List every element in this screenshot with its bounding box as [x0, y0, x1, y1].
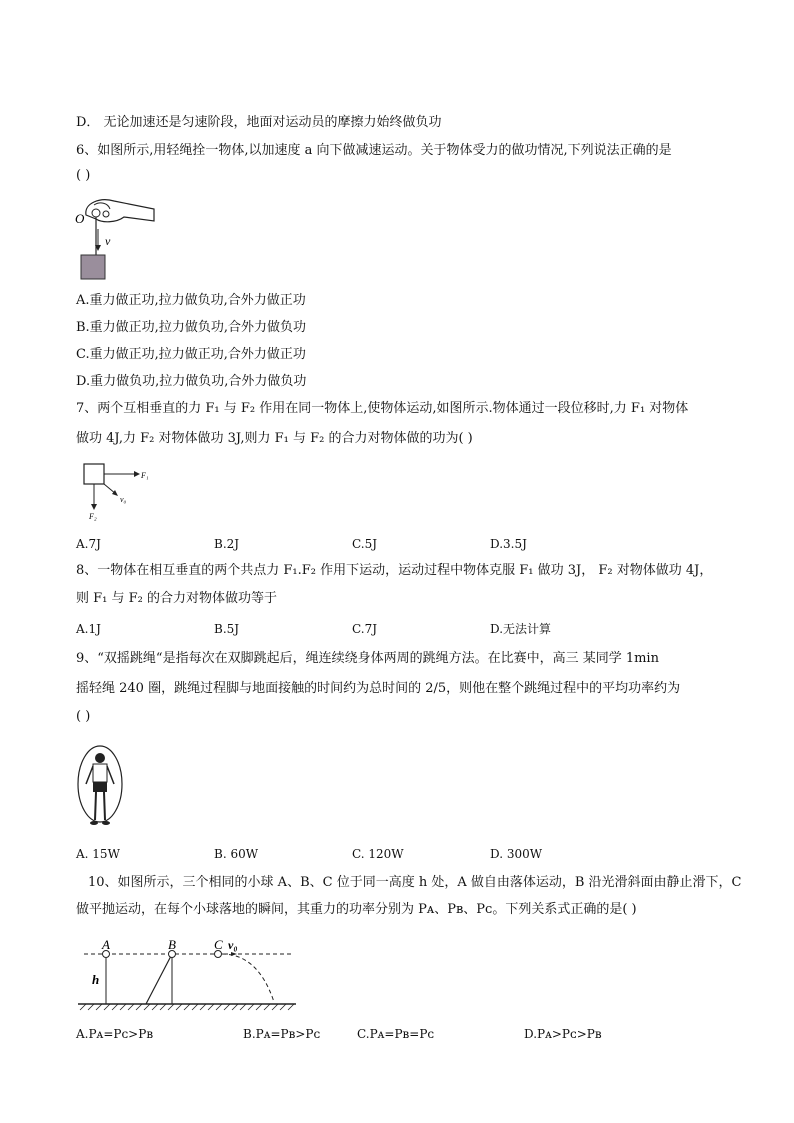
jumper-head: [95, 753, 105, 763]
q9-answer-blank: ( ): [76, 709, 91, 724]
q6-figure: [72, 193, 162, 283]
q6-stem: 6、如图所示,用轻绳拴一物体,以加速度 a 向下做减速运动。关于物体受力的做功情况,下列说法正确的是: [76, 143, 672, 158]
f2-label: F₂: [89, 512, 97, 521]
ground-hatching: [80, 1004, 294, 1010]
point-o-label: O: [75, 211, 85, 226]
q7-stem-line2: 做功 4J,力 F₂ 对物体做功 3J,则力 F₁ 与 F₂ 的合力对物体做的功为( ): [76, 431, 473, 446]
q7-stem-line1: 7、两个互相垂直的力 F₁ 与 F₂ 作用在同一物体上,使物体运动,如图所示.物体通过一段位移时,力 F₁ 对物体: [76, 401, 689, 416]
incline-slope: [146, 954, 172, 1004]
q9-jump-rope-figure: [74, 742, 126, 834]
projectile-path: [222, 954, 274, 1002]
q10-option-b: B.Pᴀ=Pʙ>Pᴄ: [243, 1027, 321, 1041]
ball-a-label: A: [102, 937, 110, 952]
q10-stem-line1: 10、如图所示，三个相同的小球 A、B、C 位于同一高度 h 处，A 做自由落体运动，B 沿光滑斜面由静止滑下，C: [88, 875, 742, 890]
v0-label: v₀: [120, 495, 127, 504]
q10-stem-line2: 做平抛运动，在每个小球落地的瞬间，其重力的功率分别为 Pᴀ、Pʙ、Pᴄ。下列关系式正确的是( ): [76, 902, 637, 917]
f2-arrow: [91, 504, 97, 510]
q7-option-c: C.5J: [352, 537, 378, 551]
q10-option-d: D.Pᴀ>Pᴄ>Pʙ: [524, 1027, 602, 1041]
velocity-label: v: [105, 234, 111, 248]
q9-stem-line1: 9、“双摇跳绳“是指每次在双脚跳起后，绳连续绕身体两周的跳绳方法。在比赛中，高三 某同学 1min: [76, 651, 659, 666]
q9-option-b: B. 60W: [214, 847, 259, 861]
hanging-block: [81, 255, 105, 279]
q8-option-b: B.5J: [214, 622, 240, 636]
q8-stem-line1: 8、一物体在相互垂直的两个共点力 F₁.F₂ 作用下运动，运动过程中物体克服 F₁ 做功 3J， F₂ 对物体做功 4J，: [76, 563, 713, 578]
ball-c-velocity-label: v₀: [228, 938, 238, 952]
q7-figure: [78, 458, 168, 524]
q8-option-d: D.无法计算: [490, 622, 552, 636]
q6-answer-blank: ( ): [76, 168, 91, 183]
q7-option-a: A.7J: [76, 537, 101, 551]
q6-option-b: B.重力做正功,拉力做负功,合外力做负功: [76, 320, 306, 335]
q10-figure: [76, 936, 298, 1014]
q6-option-d: D.重力做负功,拉力做负功,合外力做负功: [76, 374, 307, 389]
velocity-arrow-c: [231, 952, 237, 956]
q7-option-d: D.3.5J: [490, 537, 527, 551]
jumper-shorts: [93, 782, 107, 792]
ball-c-label: C: [214, 937, 223, 952]
q9-stem-line2: 摇轻绳 240 圈，跳绳过程脚与地面接触的时间约为总时间的 2/5，则他在整个跳绳过程中的平均功率约为: [76, 681, 681, 696]
q8-option-c: C.7J: [352, 622, 378, 636]
q10-option-c: C.Pᴀ=Pʙ=Pᴄ: [357, 1027, 435, 1041]
q8-option-a: A.1J: [76, 622, 101, 636]
q10-option-a: A.Pᴀ=Pᴄ>Pʙ: [76, 1027, 154, 1041]
q5-option-d: D． 无论加速还是匀速阶段，地面对运动员的摩擦力始终做负功: [76, 115, 442, 130]
q7-option-b: B.2J: [214, 537, 240, 551]
q7-block: [84, 464, 104, 484]
ball-b-label: B: [168, 937, 176, 952]
jumper-shirt: [93, 764, 107, 782]
f1-label: F₁: [141, 471, 149, 480]
f1-arrow: [134, 471, 140, 477]
q6-option-c: C.重力做正功,拉力做正功,合外力做正功: [76, 347, 306, 362]
q9-option-a: A. 15W: [76, 847, 120, 861]
q9-option-d: D. 300W: [490, 847, 543, 861]
q8-stem-line2: 则 F₁ 与 F₂ 的合力对物体做功等于: [76, 591, 277, 606]
q6-option-a: A.重力做正功,拉力做负功,合外力做正功: [76, 293, 306, 308]
height-label: h: [92, 972, 100, 987]
q9-option-c: C. 120W: [352, 847, 404, 861]
